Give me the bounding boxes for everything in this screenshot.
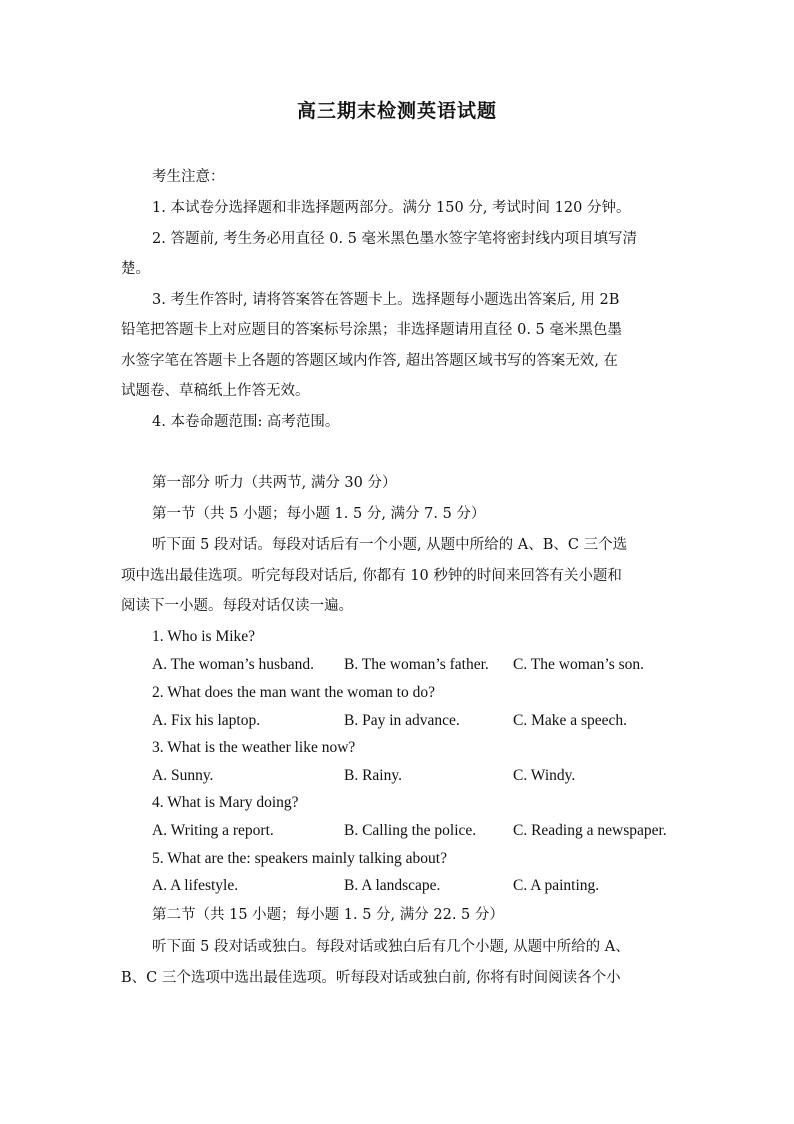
question-5-option-b: B. A landscape. (344, 877, 441, 894)
section1-heading: 第一节（共 5 小题；每小题 1. 5 分, 满分 7. 5 分） (152, 506, 486, 522)
page-title: 高三期末检测英语试题 (296, 100, 497, 122)
notice-item-3-line-2: 铅笔把答题卡上对应题目的答案标号涂黑；非选择题请用直径 0. 5 毫米黑色墨 (121, 322, 622, 338)
question-5: 5. What are the: speakers mainly talking about? (152, 850, 447, 867)
notice-item-3-line-1: 3. 考生作答时, 请将答案答在答题卡上。选择题每小题选出答案后, 用 2B (152, 292, 620, 308)
question-2-option-c: C. Make a speech. (513, 712, 628, 729)
question-5-option-c: C. A painting. (513, 877, 600, 894)
question-1: 1. Who is Mike? (152, 628, 256, 645)
section2-heading: 第二节（共 15 小题；每小题 1. 5 分, 满分 22. 5 分） (152, 907, 504, 923)
notice-item-1: 1. 本试卷分选择题和非选择题两部分。满分 150 分, 考试时间 120 分钟。 (152, 200, 631, 216)
section1-instructions-line-2: 项中选出最佳选项。听完每段对话后, 你都有 10 秒钟的时间来回答有关小题和 (121, 568, 622, 584)
notice-item-4: 4. 本卷命题范围: 高考范围。 (152, 414, 340, 430)
question-2-option-a: A. Fix his laptop. (152, 712, 261, 729)
question-4-option-a: A. Writing a report. (152, 822, 274, 839)
question-3-option-c: C. Windy. (513, 767, 576, 784)
section2-instructions-line-1: 听下面 5 段对话或独白。每段对话或独白后有几个小题, 从题中所给的 A、 (152, 939, 630, 955)
question-4: 4. What is Mary doing? (152, 794, 299, 811)
notice-heading: 考生注意： (152, 169, 225, 185)
question-4-option-b: B. Calling the police. (344, 822, 477, 839)
question-1-option-c: C. The woman’s son. (513, 656, 645, 673)
question-5-option-a: A. A lifestyle. (152, 877, 239, 894)
notice-item-3-line-3: 水签字笔在答题卡上各题的答题区域内作答, 超出答题区域书写的答案无效, 在 (121, 353, 618, 369)
section1-instructions-line-3: 阅读下一小题。每段对话仅读一遍。 (121, 598, 353, 614)
question-1-option-b: B. The woman’s father. (344, 656, 489, 673)
section2-instructions-line-2: B、C 三个选项中选出最佳选项。听每段对话或独白前, 你将有时间阅读各个小 (121, 970, 621, 986)
question-3-option-b: B. Rainy. (344, 767, 402, 784)
notice-item-2-line-1: 2. 答题前, 考生务必用直径 0. 5 毫米黑色墨水签字笔将密封线内项目填写清 (152, 231, 638, 247)
question-3: 3. What is the weather like now? (152, 739, 356, 756)
question-4-option-c: C. Reading a newspaper. (513, 822, 667, 839)
question-2: 2. What does the man want the woman to do? (152, 684, 435, 701)
part1-heading: 第一部分 听力（共两节, 满分 30 分） (152, 475, 397, 491)
notice-item-2-line-2: 楚。 (121, 261, 150, 277)
notice-item-3-line-4: 试题卷、草稿纸上作答无效。 (121, 383, 310, 399)
question-1-option-a: A. The woman’s husband. (152, 656, 315, 673)
question-3-option-a: A. Sunny. (152, 767, 214, 784)
section1-instructions-line-1: 听下面 5 段对话。每段对话后有一个小题, 从题中所给的 A、B、C 三个选 (152, 537, 628, 553)
question-2-option-b: B. Pay in advance. (344, 712, 460, 729)
